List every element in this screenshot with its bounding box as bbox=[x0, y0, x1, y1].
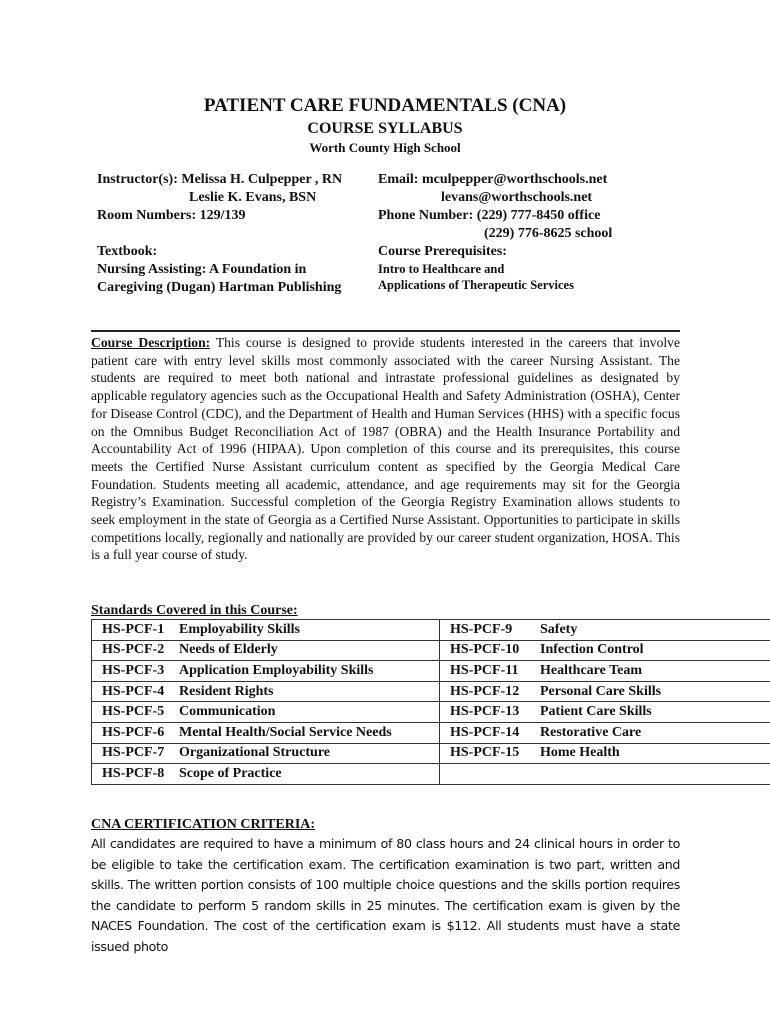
standard-right-cell bbox=[440, 702, 770, 723]
instructor-1: Melissa H. Culpepper , RN bbox=[181, 172, 343, 187]
standard-name: Needs of Elderly bbox=[179, 642, 278, 658]
email-line bbox=[378, 171, 607, 189]
document-subtitle: COURSE SYLLABUS bbox=[307, 120, 463, 137]
document-title: PATIENT CARE FUNDAMENTALS (CNA) bbox=[203, 95, 567, 116]
standard-code: HS-PCF-4 bbox=[102, 683, 165, 699]
standard-name: Restorative Care bbox=[540, 724, 642, 740]
standard-left-cell bbox=[92, 640, 440, 661]
standard-code: HS-PCF-15 bbox=[450, 745, 520, 761]
school-name: Worth County High School bbox=[309, 140, 461, 155]
standard-left-cell bbox=[92, 743, 440, 764]
prerequisite-1: Intro to Healthcare and bbox=[378, 262, 505, 276]
table-row bbox=[92, 620, 770, 641]
room-numbers: Room Numbers: 129/139 bbox=[97, 208, 246, 223]
standard-left-cell bbox=[92, 764, 440, 785]
standard-name: Employability Skills bbox=[179, 621, 300, 637]
prerequisite-2: Applications of Therapeutic Services bbox=[378, 278, 574, 292]
phone-1: (229) 777-8450 office bbox=[476, 208, 601, 223]
standard-left-cell bbox=[92, 722, 440, 743]
standard-right-cell bbox=[440, 620, 770, 641]
section-divider bbox=[91, 330, 680, 332]
standard-name: Infection Control bbox=[540, 642, 644, 658]
standard-code: HS-PCF-5 bbox=[102, 704, 165, 720]
standard-code: HS-PCF-6 bbox=[102, 724, 165, 740]
standard-left-cell bbox=[92, 681, 440, 702]
table-row bbox=[92, 743, 770, 764]
standard-name: Scope of Practice bbox=[179, 765, 282, 781]
standards-table bbox=[91, 619, 770, 785]
textbook-line-2: Caregiving (Dugan) Hartman Publishing bbox=[97, 280, 342, 295]
standard-code: HS-PCF-8 bbox=[102, 765, 165, 781]
standard-right-cell bbox=[440, 681, 770, 702]
standard-name: Mental Health/Social Service Needs bbox=[179, 724, 392, 740]
standard-code: HS-PCF-10 bbox=[450, 642, 520, 658]
standard-name: Organizational Structure bbox=[179, 745, 331, 761]
standard-code: HS-PCF-11 bbox=[450, 662, 519, 678]
textbook-line-1: Nursing Assisting: A Foundation in bbox=[97, 262, 307, 277]
phone-2: (229) 776-8625 school bbox=[484, 226, 613, 241]
standard-left-cell bbox=[92, 702, 440, 723]
standard-right-cell bbox=[440, 764, 770, 785]
standard-name: Healthcare Team bbox=[540, 662, 643, 678]
email-2[interactable]: levans@worthschools.net bbox=[441, 190, 593, 205]
course-description-text: This course is designed to provide students interested in the careers that involve patient care with entry level skills most commonly associated with the career Nursing Assistant. The students are required to meet both national and intrastate professional guidelines as designated by applicable regulatory agencies such as the Occupational Health and Safety Administration (OSHA), Center for Disease Control (CDC), and the Department of Health and Human Services (HHS) with a specific focus on the Omnibus Budget Reconciliation Act of 1987 (OBRA) and the Health Insurance Portability and Accountability Act of 1996 (HIPAA). Upon completion of this course and its prerequisites, this course meets the Certified Nurse Assistant curriculum content as specified by the Georgia Medical Care Foundation. Students meeting all academic, attendance, and age requirements may sit for the Georgia Registry’s Examination. Successful completion of the Georgia Registry Examination allows students to seek employment in the state of Georgia as a Certified Nurse Assistant. Opportunities to participate in skills competitions locally, regionally and nationally are provided by our career student organization, HOSA. This is a full year course of study. bbox=[91, 335, 680, 563]
standard-name: Home Health bbox=[540, 745, 620, 761]
instructors-line bbox=[97, 171, 342, 189]
standard-code: HS-PCF-3 bbox=[102, 662, 165, 678]
table-row bbox=[92, 764, 770, 785]
email-label: Email: bbox=[378, 172, 419, 187]
table-row bbox=[92, 640, 770, 661]
standard-right-cell bbox=[440, 640, 770, 661]
standard-code: HS-PCF-2 bbox=[102, 642, 165, 658]
standard-right-cell bbox=[440, 743, 770, 764]
certification-heading: CNA CERTIFICATION CRITERIA: bbox=[91, 817, 316, 832]
table-row bbox=[92, 681, 770, 702]
standard-name: Personal Care Skills bbox=[540, 683, 662, 699]
standard-code: HS-PCF-1 bbox=[102, 621, 165, 637]
standard-code: HS-PCF-9 bbox=[450, 621, 513, 637]
standard-code: HS-PCF-12 bbox=[450, 683, 520, 699]
standard-name: Safety bbox=[540, 621, 578, 637]
certification-text: All candidates are required to have a minimum of 80 class hours and 24 clinical hours in order to be eligible to take the certification exam. The certification examination is two part, written and skills. The written portion consists of 100 multiple choice questions and the skills portion requires the candidate to perform 5 random skills in 25 minutes. The certification exam is given by the NACES Foundation. The cost of the certification exam is $112. All students must have a state issued photo bbox=[91, 836, 680, 954]
standard-code: HS-PCF-7 bbox=[102, 745, 165, 761]
standard-left-cell bbox=[92, 661, 440, 682]
textbook-label: Textbook: bbox=[97, 244, 158, 259]
course-description-heading: Course Description: bbox=[91, 335, 211, 350]
standard-name: Resident Rights bbox=[179, 683, 274, 699]
phone-line bbox=[378, 207, 600, 225]
table-row bbox=[92, 702, 770, 723]
standard-name: Application Employability Skills bbox=[179, 662, 374, 678]
standard-name: Communication bbox=[179, 704, 276, 720]
phone-label: Phone Number: bbox=[378, 208, 474, 223]
standards-heading: Standards Covered in this Course: bbox=[91, 603, 298, 618]
instructors-label: Instructor(s): bbox=[97, 172, 178, 187]
standard-code: HS-PCF-13 bbox=[450, 704, 520, 720]
instructor-2: Leslie K. Evans, BSN bbox=[189, 190, 317, 205]
standard-left-cell bbox=[92, 620, 440, 641]
table-row bbox=[92, 722, 770, 743]
standard-code: HS-PCF-14 bbox=[450, 724, 520, 740]
standard-right-cell bbox=[440, 722, 770, 743]
prerequisites-label: Course Prerequisites: bbox=[378, 244, 507, 259]
course-description bbox=[91, 334, 680, 564]
table-row bbox=[92, 661, 770, 682]
standard-right-cell bbox=[440, 661, 770, 682]
email-1[interactable]: mculpepper@worthschools.net bbox=[421, 172, 608, 187]
standard-name: Patient Care Skills bbox=[540, 704, 652, 720]
